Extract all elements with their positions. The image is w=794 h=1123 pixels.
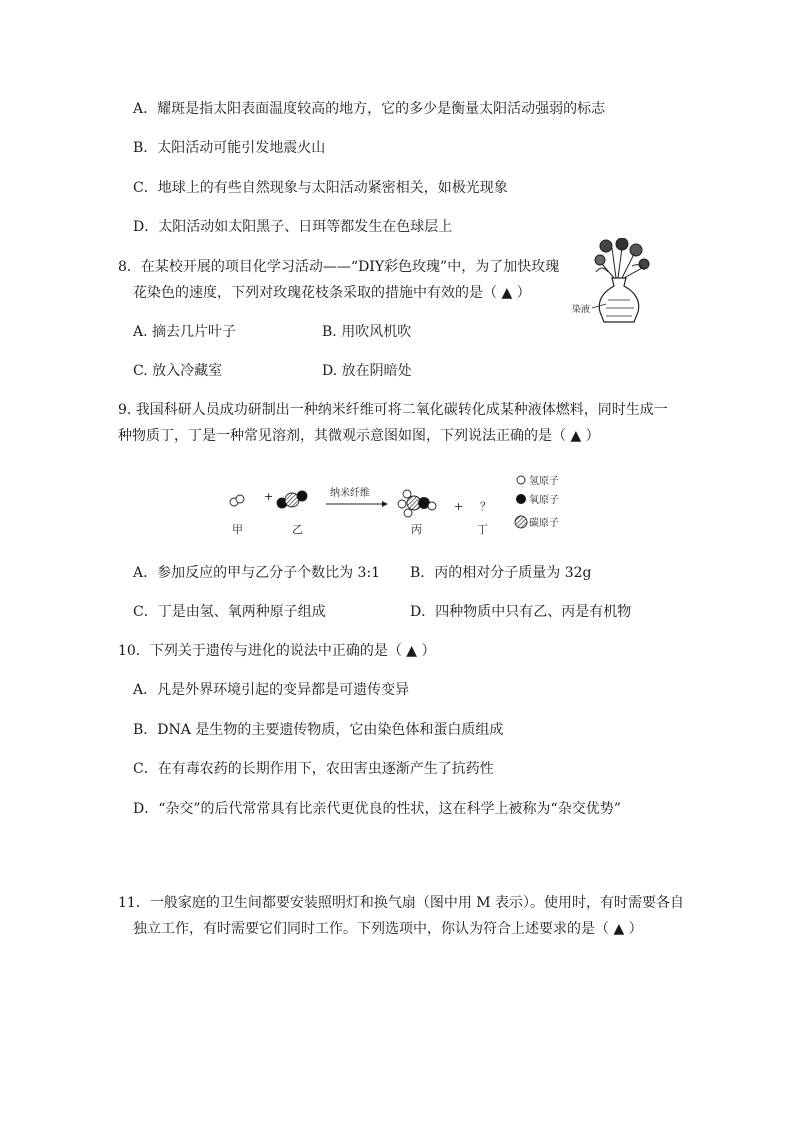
q10-option-b: B．DNA 是生物的主要遗传物质，它由染色体和蛋白质组成 [133, 722, 504, 738]
q11-stem-line2: 独立工作，有时需要它们同时工作。下列选项中，你认为符合上述要求的是（ ▲ ） [133, 921, 643, 937]
label-yi: 乙 [292, 523, 303, 536]
q8-option-b: B. 用吹风机吹 [322, 324, 412, 340]
q8-stem-line1: 8．在某校开展的项目化学习活动——“DIY彩色玫瑰”中，为了加快玫瑰 [118, 259, 560, 275]
legend-oxygen: 氧原子 [529, 495, 559, 506]
reaction-arrow [326, 486, 388, 507]
legend-carbon-icon [515, 516, 527, 528]
atom-legend [515, 474, 559, 529]
legend-carbon: 碳原子 [529, 518, 559, 529]
q9-option-b: B．丙的相对分子质量为 32g [410, 565, 592, 581]
rose-flowers [595, 238, 649, 278]
plus-sign-2: + [454, 500, 464, 513]
molecule-bing [398, 490, 436, 517]
q8-stem-line2: 花染色的速度，下列对玫瑰花枝条采取的措施中有效的是（ ▲ ） [133, 285, 531, 301]
q10-stem: 10．下列关于遗传与进化的说法中正确的是（ ▲ ） [118, 643, 436, 659]
q9-stem-line1: 9. 我国科研人员成功研制出一种纳米纤维可将二氧化碳转化成某种液体燃料，同时生成一 [118, 402, 668, 418]
q8-option-a: A. 摘去几片叶子 [133, 324, 237, 340]
q7-option-a: A．耀斑是指太阳表面温度较高的地方，它的多少是衡量太阳活动强弱的标志 [133, 101, 606, 117]
dye-label: 染液 [572, 305, 591, 315]
q9-stem-line2: 种物质丁，丁是一种常见溶剂，其微观示意图如图，下列说法正确的是（ ▲ ） [118, 428, 600, 444]
rose-vase-figure [572, 238, 662, 324]
unknown-molecule-ding: ？ [480, 500, 491, 513]
label-ding: 丁 [477, 523, 488, 536]
q8-option-c: C. 放入冷藏室 [133, 363, 223, 379]
q10-option-a: A．凡是外界环境引起的变异都是可遗传变异 [133, 682, 410, 698]
legend-oxygen-icon [516, 494, 526, 504]
q10-option-d: D．“杂交”的后代常常具有比亲代更优良的性状，这在科学上被称为“杂交优势” [133, 801, 621, 817]
reaction-diagram [222, 470, 582, 542]
vase-shape [599, 278, 638, 322]
arrow-label: 纳米纤维 [330, 488, 370, 499]
label-jia: 甲 [232, 523, 243, 536]
q9-option-c: C．丁是由氢、氧两种原子组成 [133, 604, 326, 620]
legend-hydrogen-icon [517, 476, 525, 484]
plus-sign-1: + [264, 490, 274, 503]
legend-hydrogen: 氢原子 [529, 476, 559, 487]
q10-option-c: C．在有毒农药的长期作用下，农田害虫逐渐产生了抗药性 [133, 761, 494, 777]
q11-stem-line1: 11．一般家庭的卫生间都要安装照明灯和换气扇（图中用 M 表示）。使用时，有时需要各自 [118, 895, 685, 911]
q9-option-a: A．参加反应的甲与乙分子个数比为 3:1 [133, 565, 381, 581]
q8-option-d: D. 放在阴暗处 [322, 363, 412, 379]
q7-option-c: C．地球上的有些自然现象与太阳活动紧密相关，如极光现象 [133, 180, 508, 196]
q9-option-d: D．四种物质中只有乙、丙是有机物 [410, 604, 632, 620]
q7-option-d: D．太阳活动如太阳黑子、日珥等都发生在色球层上 [133, 219, 453, 235]
q7-option-b: B．太阳活动可能引发地震火山 [133, 140, 326, 156]
molecule-jia [230, 495, 244, 506]
label-bing: 丙 [411, 523, 422, 536]
molecule-yi [277, 491, 307, 508]
